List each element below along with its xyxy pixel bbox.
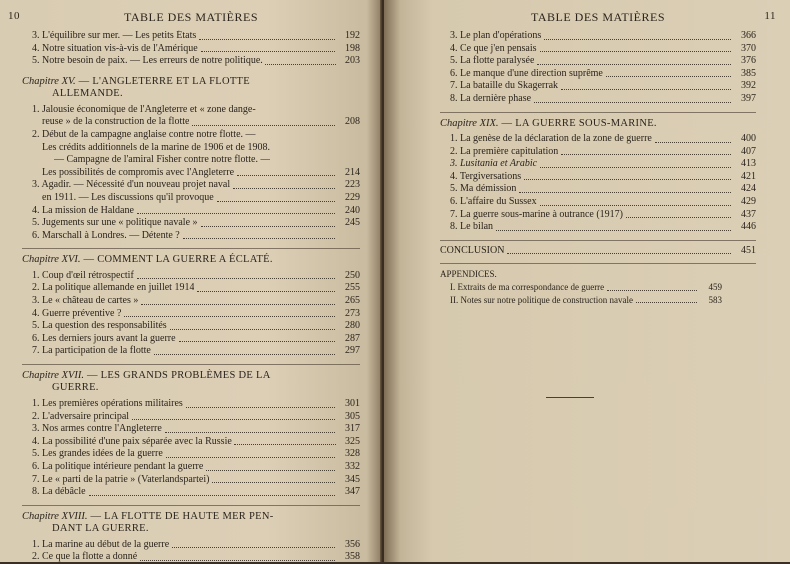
toc-entry: 3. Le plan d'opérations 366 xyxy=(450,30,756,41)
toc-entry: 4. La mission de Haldane 240 xyxy=(32,204,360,216)
toc-entry: 4. Guerre préventive ? 273 xyxy=(32,307,360,319)
toc-entry: 1. La genèse de la déclaration de la zone de guerre 400 xyxy=(450,133,756,145)
toc-entry: en 1911. — Les discussions qu'il provoque 229 xyxy=(42,191,360,203)
left-page-number: 10 xyxy=(8,10,20,22)
toc-entry: 5. Les grandes idées de la guerre 328 xyxy=(32,448,360,460)
toc-entry: 2. La première capitulation 407 xyxy=(450,145,756,157)
chapter-17-items xyxy=(22,398,360,499)
chapter-15-heading: Chapitre XV. — L'ANGLETERRE ET LA FLOTTE ALLEMANDE. xyxy=(22,75,250,100)
toc-entry: 1. Les premières opérations militaires 301 xyxy=(32,397,360,409)
toc-entry: — Campagne de l'amiral Fisher contre notre flotte. — xyxy=(54,154,271,166)
left-top-items xyxy=(22,30,360,68)
right-header-title: TABLE DES MATIÈRES xyxy=(530,10,666,24)
toc-entry: 6. L'affaire du Sussex 429 xyxy=(450,196,756,208)
toc-entry: 4. La possibilité d'une paix séparée avec la Russie 325 xyxy=(32,435,360,447)
toc-entry: 1. Coup d'œil rétrospectif 250 xyxy=(32,269,360,281)
chapter-19-heading: Chapitre XIX. — LA GUERRE SOUS-MARINE. xyxy=(440,117,657,129)
toc-entry: reuse » de la construction de la flotte 208 xyxy=(42,116,360,128)
chapter-18-heading: Chapitre XVIII. — LA FLOTTE DE HAUTE MER PEN- DANT LA GUERRE. xyxy=(22,510,274,535)
toc-entry: 4. Notre situation vis-à-vis de l'Amérique 198 xyxy=(32,42,360,54)
toc-entry: 3. Agadir. — Nécessité d'un nouveau projet naval 223 xyxy=(32,179,360,191)
toc-entry: 5. Notre besoin de paix. — Les erreurs de notre politique. 203 xyxy=(32,55,360,67)
toc-entry: 3. Nos armes contre l'Angleterre 317 xyxy=(32,423,360,435)
toc-entry: 5. Jugements sur une « politique navale » 245 xyxy=(32,217,360,229)
chapter-17-heading: Chapitre XVII. — LES GRANDS PROBLÈMES DE LA GUERRE. xyxy=(22,369,271,394)
chapter-18-items xyxy=(22,539,360,564)
toc-entry: 2. L'adversaire principal 305 xyxy=(32,410,360,422)
chapter-16-items xyxy=(22,270,360,358)
toc-entry: 6. Les derniers jours avant la guerre 287 xyxy=(32,332,360,344)
divider xyxy=(440,240,756,241)
toc-entry: 7. La guerre sous-marine à outrance (1917) 437 xyxy=(450,208,756,220)
end-rule xyxy=(546,397,594,398)
left-header-title: TABLE DES MATIÈRES xyxy=(123,10,259,24)
right-page-number: 11 xyxy=(764,10,776,22)
toc-entry: 6. La politique intérieure pendant la guerre 332 xyxy=(32,460,360,472)
toc-entry: 2. Ce que la flotte a donné 358 xyxy=(32,551,360,563)
divider xyxy=(22,505,360,506)
right-page-header xyxy=(440,0,776,30)
toc-entry: 6. Marschall à Londres. — Détente ? xyxy=(32,230,360,243)
toc-entry: 4. Ce que j'en pensais 370 xyxy=(450,42,756,54)
appendices-items xyxy=(440,281,756,306)
toc-entry: I. Extraits de ma correspondance de guerre 459 xyxy=(450,282,722,292)
toc-entry: 1. Jalousie économique de l'Angleterre et « zone dange- xyxy=(32,103,256,115)
toc-entry: 3. Le « château de cartes » 265 xyxy=(32,295,360,306)
right-top-items xyxy=(440,30,756,106)
toc-entry: II. Notes sur notre politique de construction navale 583 xyxy=(450,294,722,305)
toc-entry: 2. Début de la campagne anglaise contre notre flotte. — xyxy=(32,128,256,140)
toc-entry: 7. Le « parti de la patrie » (Vaterlandspartei) 345 xyxy=(32,473,360,485)
toc-entry: 8. La débâcle 347 xyxy=(32,486,360,498)
chapter-19-items xyxy=(440,133,756,234)
toc-entry: 5. La question des responsabilités 280 xyxy=(32,320,360,332)
toc-entry: 2. La politique allemande en juillet 1914 255 xyxy=(32,282,360,294)
divider xyxy=(22,364,360,365)
toc-entry: 7. La bataille du Skagerrak 392 xyxy=(450,80,756,92)
toc-entry: 8. La dernière phase 397 xyxy=(450,92,756,104)
toc-entry: 1. La marine au début de la guerre 356 xyxy=(32,538,360,550)
appendices-heading: APPENDICES. xyxy=(440,269,497,280)
toc-entry: 4. Tergiversations 421 xyxy=(450,170,756,182)
toc-entry: 3. L'équilibre sur mer. — Les petits États 192 xyxy=(32,30,360,41)
right-page xyxy=(384,0,790,562)
chapter-15-items xyxy=(22,104,360,243)
toc-entry: 5. La flotte paralysée 376 xyxy=(450,55,756,67)
chapter-16-heading: Chapitre XVI. — COMMENT LA GUERRE A ÉCLATÉ. xyxy=(22,254,273,266)
toc-entry: Les possibilités de compromis avec l'Angleterre 214 xyxy=(42,166,360,178)
toc-entry: 3. Lusitania et Arabic 413 xyxy=(450,158,756,170)
left-page-header xyxy=(8,0,360,30)
left-page xyxy=(0,0,382,562)
toc-entry: 5. Ma démission 424 xyxy=(450,183,756,195)
toc-entry: Les crédits additionnels de la marine de 1906 et de 1908. xyxy=(42,141,270,153)
conclusion-entry: CONCLUSION 451 xyxy=(440,244,756,256)
toc-entry: 8. Le bilan 446 xyxy=(450,221,756,233)
toc-entry: 7. La participation de la flotte 297 xyxy=(32,345,360,357)
divider xyxy=(440,112,756,113)
divider xyxy=(440,263,756,264)
toc-entry: 6. Le manque d'une direction suprême 385 xyxy=(450,67,756,79)
divider xyxy=(22,248,360,249)
